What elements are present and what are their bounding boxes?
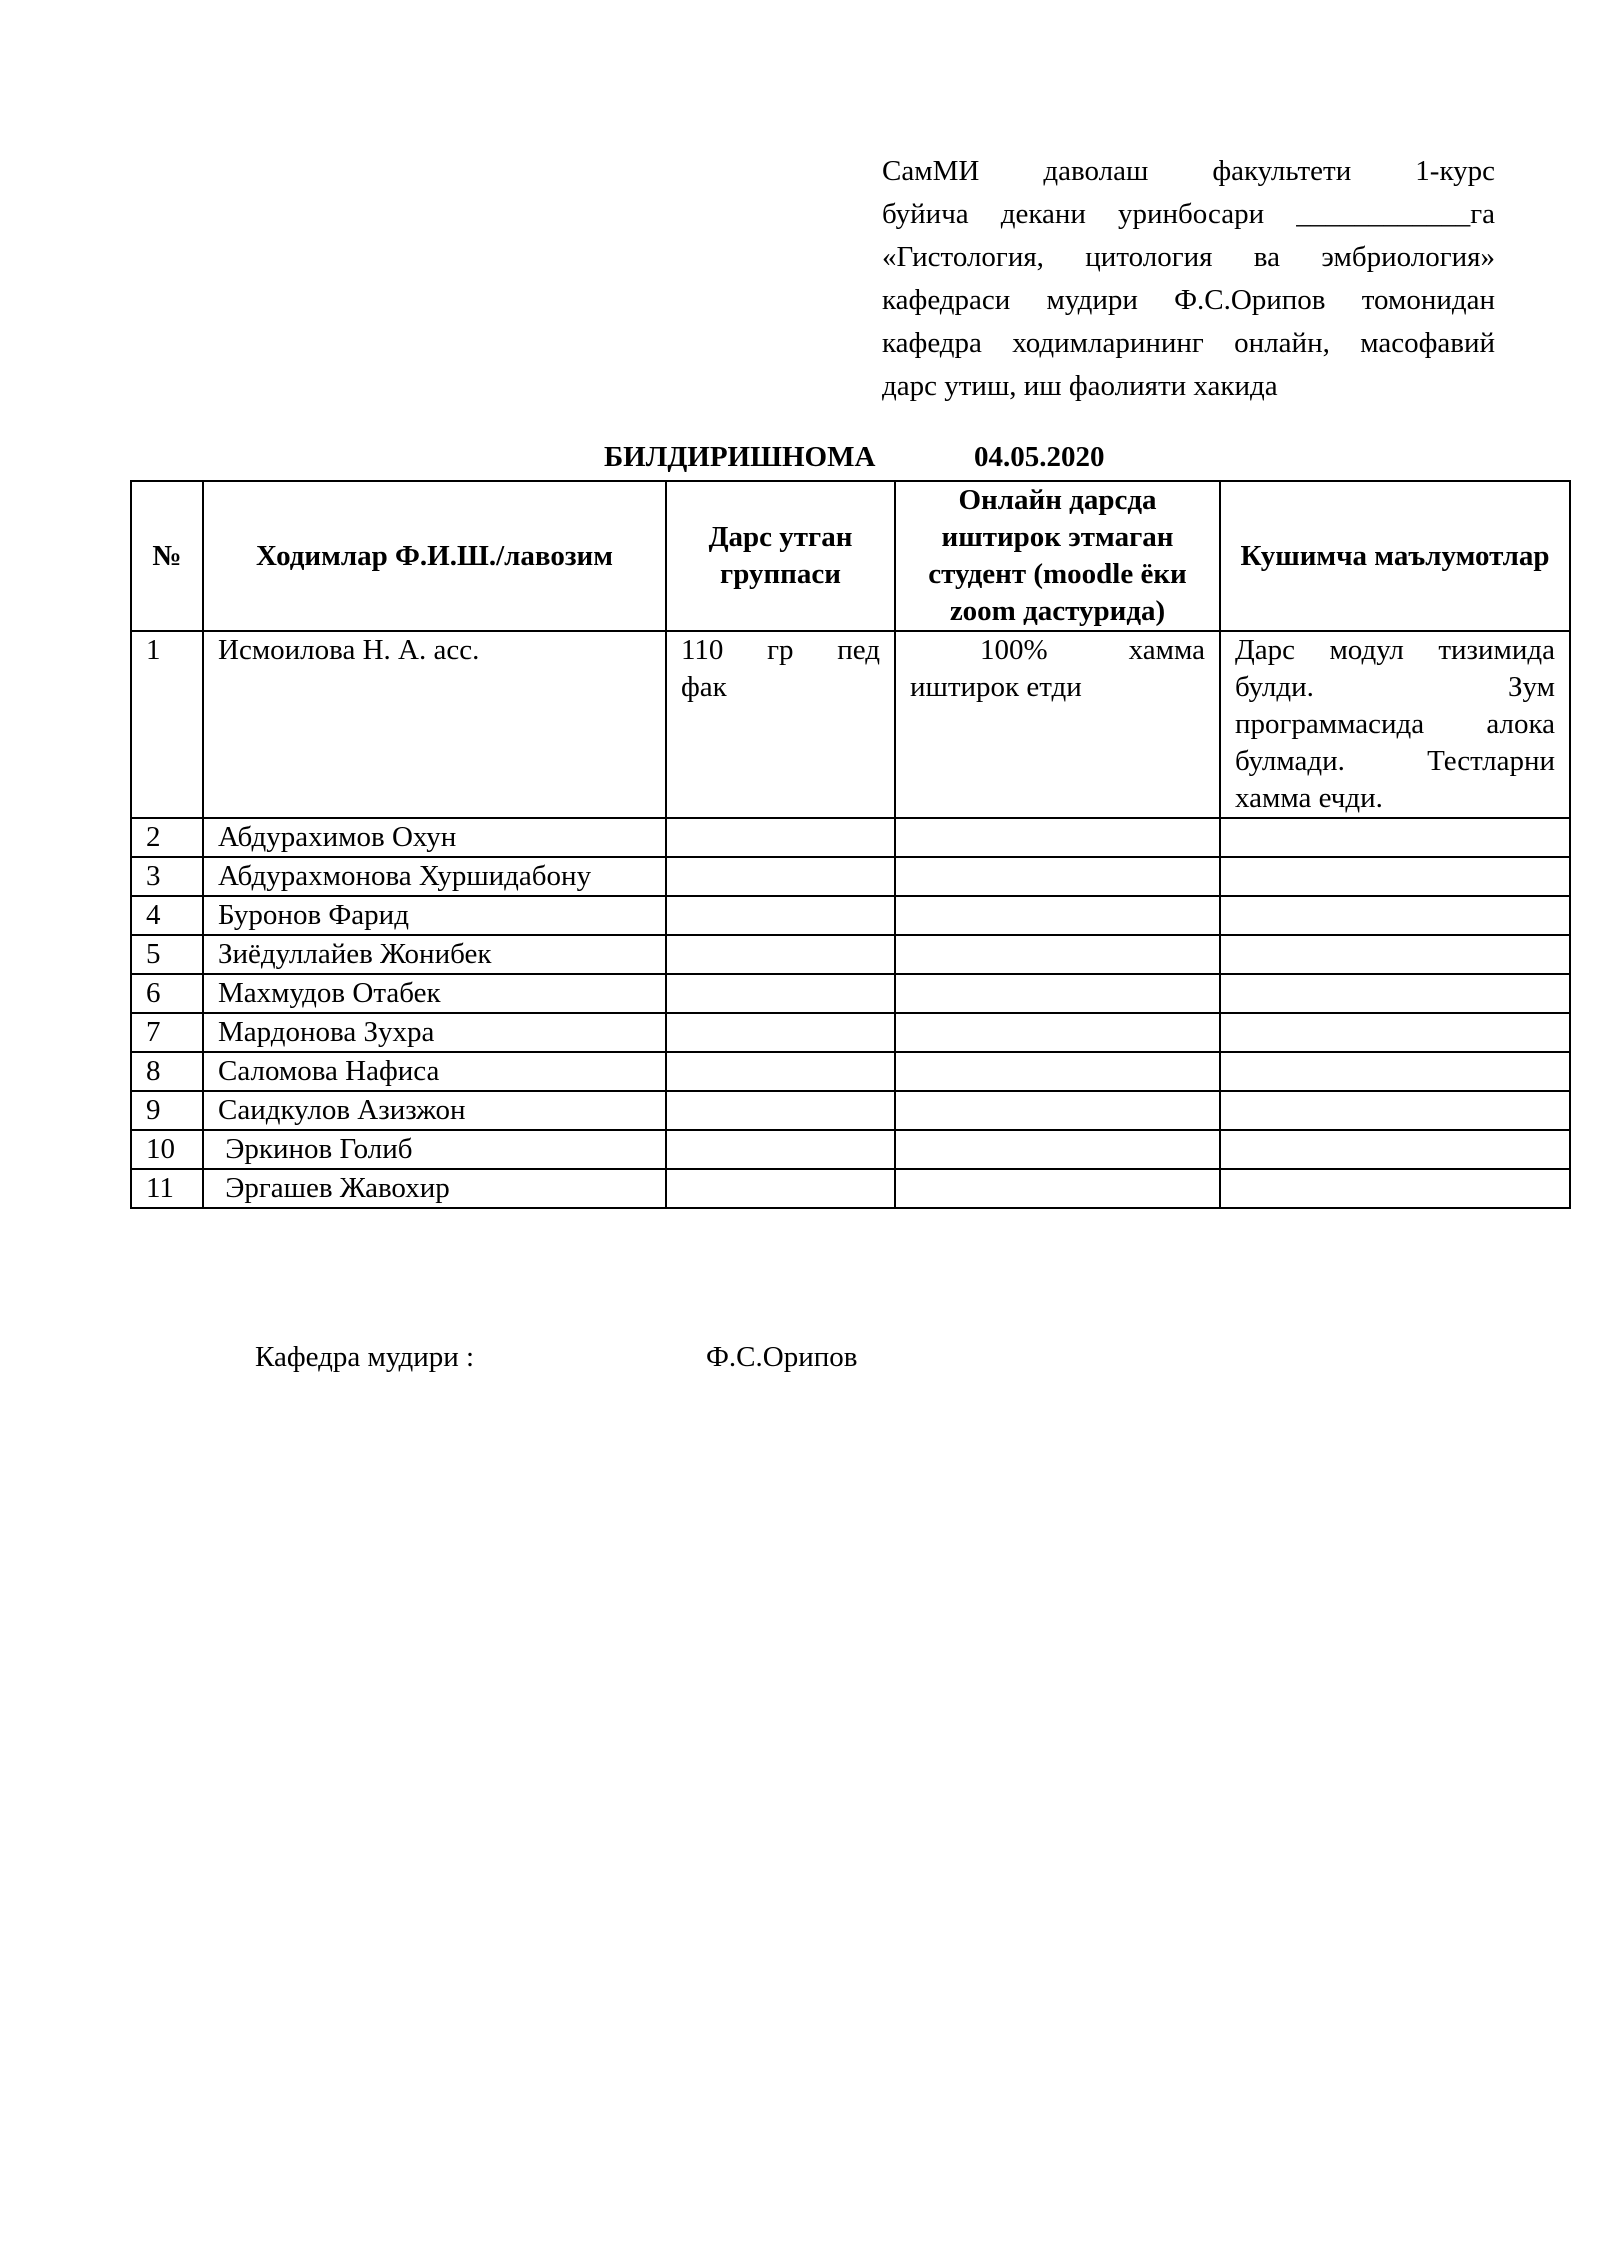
addressee-line: дарс утиш, иш фаолияти хакида xyxy=(882,370,1278,402)
table-row xyxy=(131,857,1570,896)
row-group xyxy=(666,896,895,935)
row-name: Саидкулов Азизжон xyxy=(203,1091,666,1130)
row-num: 7 xyxy=(131,1013,203,1052)
header-online: Онлайн дарсда иштирок этмаган студент (moodle ёки zoom дастурида) xyxy=(895,481,1220,631)
addressee-line: кафедраси мудири Ф.С.Орипов томонидан xyxy=(882,284,1495,316)
row-num: 4 xyxy=(131,896,203,935)
row-name: Зиёдуллайев Жонибек xyxy=(203,935,666,974)
row-online xyxy=(895,631,1220,818)
addressee-block xyxy=(882,150,1495,408)
row-group xyxy=(666,818,895,857)
signature-label: Кафедра мудири : xyxy=(255,1341,475,1373)
row-num: 11 xyxy=(131,1169,203,1208)
row-num: 9 xyxy=(131,1091,203,1130)
row-num: 3 xyxy=(131,857,203,896)
row-extra xyxy=(1220,1013,1570,1052)
table-header-row xyxy=(131,481,1570,631)
row-online xyxy=(895,1130,1220,1169)
row-online xyxy=(895,1091,1220,1130)
extra-line: хамма ечди. xyxy=(1235,782,1383,814)
table-row xyxy=(131,1013,1570,1052)
row-name: Исмоилова Н. А. асс. xyxy=(203,631,666,818)
row-name: Абдурахмонова Хуршидабону xyxy=(203,857,666,896)
row-group xyxy=(666,1130,895,1169)
online-line: иштирок етди xyxy=(910,671,1082,703)
row-extra xyxy=(1220,935,1570,974)
addressee-line: буйича декани уринбосари ____________га xyxy=(882,198,1495,230)
row-num: 5 xyxy=(131,935,203,974)
group-line: фак xyxy=(681,671,727,703)
header-group: Дарс утган группаси xyxy=(666,481,895,631)
row-online xyxy=(895,1169,1220,1208)
row-name: Саломова Нафиса xyxy=(203,1052,666,1091)
row-group xyxy=(666,1013,895,1052)
row-extra xyxy=(1220,1091,1570,1130)
row-num: 2 xyxy=(131,818,203,857)
row-online xyxy=(895,935,1220,974)
row-group xyxy=(666,1091,895,1130)
row-group xyxy=(666,1052,895,1091)
table-row xyxy=(131,1169,1570,1208)
signature-name: Ф.С.Орипов xyxy=(706,1341,858,1373)
row-extra xyxy=(1220,818,1570,857)
table-body xyxy=(131,818,1570,1208)
row-group xyxy=(666,631,895,818)
online-line: 100% хамма xyxy=(980,634,1205,666)
addressee-line: кафедра ходимларининг онлайн, масофавий xyxy=(882,327,1495,359)
document-date: 04.05.2020 xyxy=(974,441,1105,473)
row-name: Абдурахимов Охун xyxy=(203,818,666,857)
row-extra xyxy=(1220,1052,1570,1091)
header-num: № xyxy=(131,481,203,631)
extra-line: булмади. Тестларни xyxy=(1235,745,1555,777)
table-row xyxy=(131,896,1570,935)
row-num: 8 xyxy=(131,1052,203,1091)
row-group xyxy=(666,974,895,1013)
addressee-line: «Гистология, цитология ва эмбриология» xyxy=(882,241,1495,273)
extra-line: Дарс модул тизимида xyxy=(1235,634,1555,666)
header-name: Ходимлар Ф.И.Ш./лавозим xyxy=(203,481,666,631)
row-online xyxy=(895,857,1220,896)
row-name: Махмудов Отабек xyxy=(203,974,666,1013)
table-row xyxy=(131,631,1570,818)
extra-line: программасида алока xyxy=(1235,708,1555,740)
table-row xyxy=(131,1052,1570,1091)
row-online xyxy=(895,1052,1220,1091)
table-row xyxy=(131,974,1570,1013)
staff-report-table xyxy=(130,480,1571,1209)
header-extra: Кушимча маълумотлар xyxy=(1220,481,1570,631)
row-online xyxy=(895,1013,1220,1052)
row-extra xyxy=(1220,857,1570,896)
row-name: Эркинов Голиб xyxy=(203,1130,666,1169)
row-extra xyxy=(1220,631,1570,818)
row-name: Эргашев Жавохир xyxy=(203,1169,666,1208)
row-num: 10 xyxy=(131,1130,203,1169)
table-row xyxy=(131,1091,1570,1130)
group-line: 110 гр пед xyxy=(681,634,880,666)
table-row xyxy=(131,935,1570,974)
row-name: Буронов Фарид xyxy=(203,896,666,935)
row-group xyxy=(666,1169,895,1208)
document-heading xyxy=(0,436,1600,478)
row-num: 1 xyxy=(131,631,203,818)
row-name: Мардонова Зухра xyxy=(203,1013,666,1052)
row-extra xyxy=(1220,974,1570,1013)
extra-line: булди. Зум xyxy=(1235,671,1555,703)
table-row xyxy=(131,1130,1570,1169)
table-row xyxy=(131,818,1570,857)
row-num: 6 xyxy=(131,974,203,1013)
row-group xyxy=(666,935,895,974)
row-extra xyxy=(1220,1169,1570,1208)
row-extra xyxy=(1220,896,1570,935)
row-online xyxy=(895,896,1220,935)
row-group xyxy=(666,857,895,896)
document-title: БИЛДИРИШНОМА xyxy=(604,441,876,473)
addressee-line: СамМИ даволаш факультети 1-курс xyxy=(882,155,1495,187)
row-online xyxy=(895,818,1220,857)
row-online xyxy=(895,974,1220,1013)
row-extra xyxy=(1220,1130,1570,1169)
